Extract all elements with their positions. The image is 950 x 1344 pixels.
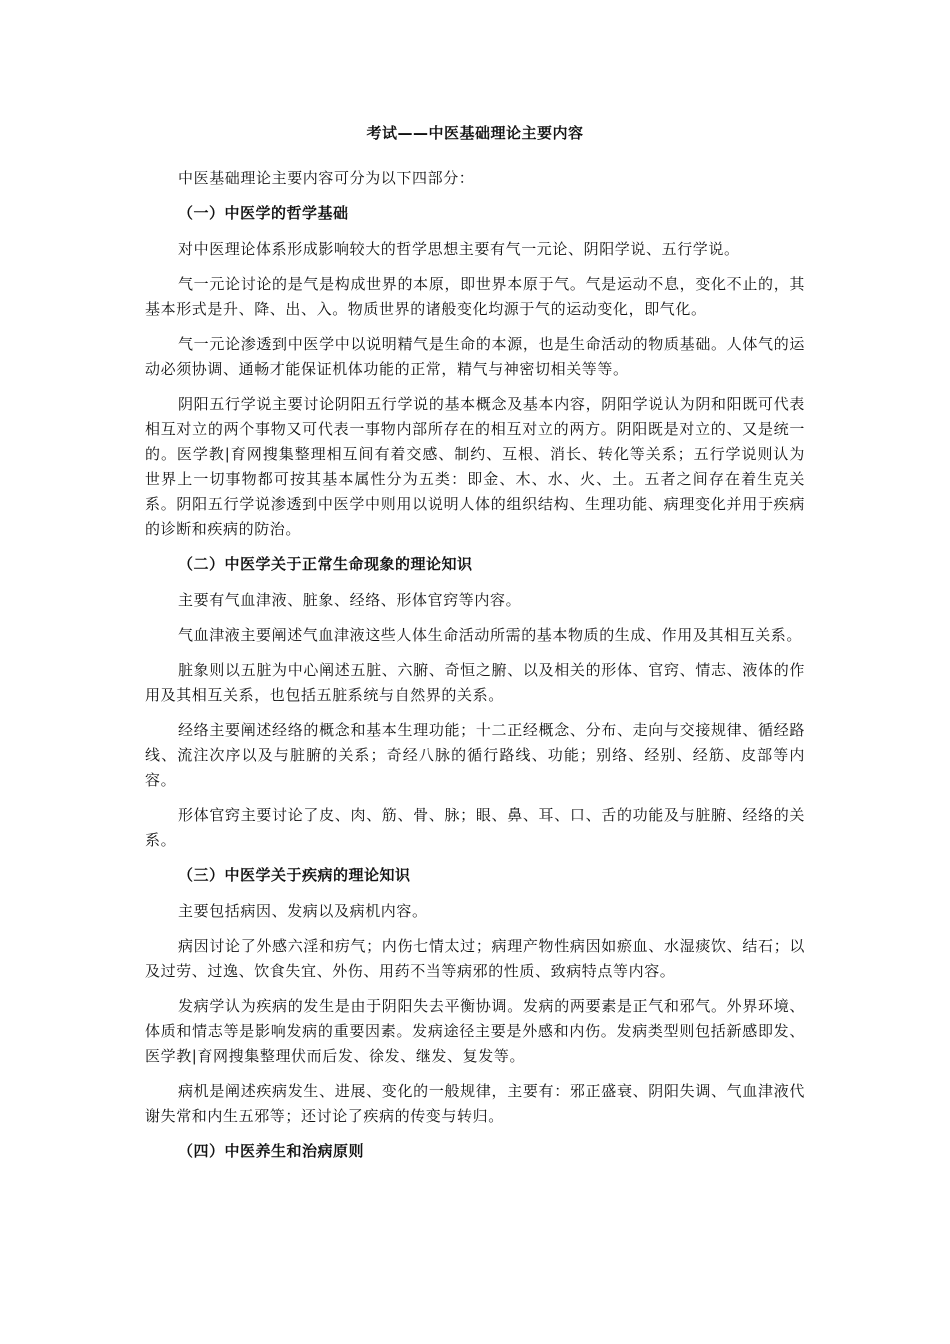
section-1-heading: （一）中医学的哲学基础	[178, 204, 349, 222]
section-2-paragraph: 形体官窍主要讨论了皮、肉、筋、骨、脉；眼、鼻、耳、口、舌的功能及与脏腑、经络的关系。	[145, 806, 805, 849]
intro-paragraph: 中医基础理论主要内容可分为以下四部分：	[178, 169, 475, 187]
section-2-paragraph: 脏象则以五脏为中心阐述五脏、六腑、奇恒之腑、以及相关的形体、官窍、情志、液体的作用及其相互关系，也包括五脏系统与自然界的关系。	[145, 661, 805, 704]
section-2-paragraph: 气血津液主要阐述气血津液这些人体生命活动所需的基本物质的生成、作用及其相互关系。	[178, 626, 803, 644]
section-1-paragraph: 气一元论渗透到中医学中以说明精气是生命的本源，也是生命活动的物质基础。人体气的运动必须协调、通畅才能保证机体功能的正常，精气与神密切相关等等。	[145, 335, 805, 378]
section-1-paragraph: 气一元论讨论的是气是构成世界的本原，即世界本原于气。气是运动不息，变化不止的，其基本形式是升、降、出、入。物质世界的诸般变化均源于气的运动变化，即气化。	[145, 275, 805, 318]
section-2-paragraph: 经络主要阐述经络的概念和基本生理功能；十二正经概念、分布、走向与交接规律、循经路线、流注次序以及与脏腑的关系；奇经八脉的循行路线、功能；别络、经别、经筋、皮部等内容。	[145, 721, 805, 789]
section-3-paragraph: 发病学认为疾病的发生是由于阴阳失去平衡协调。发病的两要素是正气和邪气。外界环境、体质和情志等是影响发病的重要因素。发病途径主要是外感和内伤。发病类型则包括新感即发、医学教|育网搜集整理伏而后发、徐发、继发、复发等。	[145, 997, 805, 1065]
section-2-paragraph: 主要有气血津液、脏象、经络、形体官窍等内容。	[178, 591, 522, 609]
section-3-paragraph: 病机是阐述疾病发生、进展、变化的一般规律，主要有：邪正盛衰、阴阳失调、气血津液代谢失常和内生五邪等；还讨论了疾病的传变与转归。	[145, 1082, 805, 1125]
section-4-heading: （四）中医养生和治病原则	[178, 1142, 365, 1160]
section-1-paragraph: 对中医理论体系形成影响较大的哲学思想主要有气一元论、阴阳学说、五行学说。	[178, 240, 740, 258]
section-3-paragraph: 主要包括病因、发病以及病机内容。	[178, 902, 428, 920]
document-title: 考试——中医基础理论主要内容	[366, 124, 584, 142]
document-body	[145, 120, 805, 1175]
section-2-heading: （二）中医学关于正常生命现象的理论知识	[178, 555, 473, 573]
section-1-paragraph: 阴阳五行学说主要讨论阴阳五行学说的基本概念及基本内容，阴阳学说认为阴和阳既可代表相互对立的两个事物又可代表一事物内部所存在的相互对立的两方。阴阳既是对立的、又是统一的。医学教|育网搜集整理相互间有着交感、制约、互根、消长、转化等关系；五行学说则认为世界上一切事物都可按其基本属性分为五类：即金、木、水、火、土。五者之间存在着生克关系。阴阳五行学说渗透到中医学中则用以说明人体的组织结构、生理功能、病理变化并用于疾病的诊断和疾病的防治。	[145, 395, 805, 538]
section-3-paragraph: 病因讨论了外感六淫和疠气；内伤七情太过；病理产物性病因如瘀血、水湿痰饮、结石；以及过劳、过逸、饮食失宜、外伤、用药不当等病邪的性质、致病特点等内容。	[145, 937, 805, 980]
section-3-heading: （三）中医学关于疾病的理论知识	[178, 866, 411, 884]
